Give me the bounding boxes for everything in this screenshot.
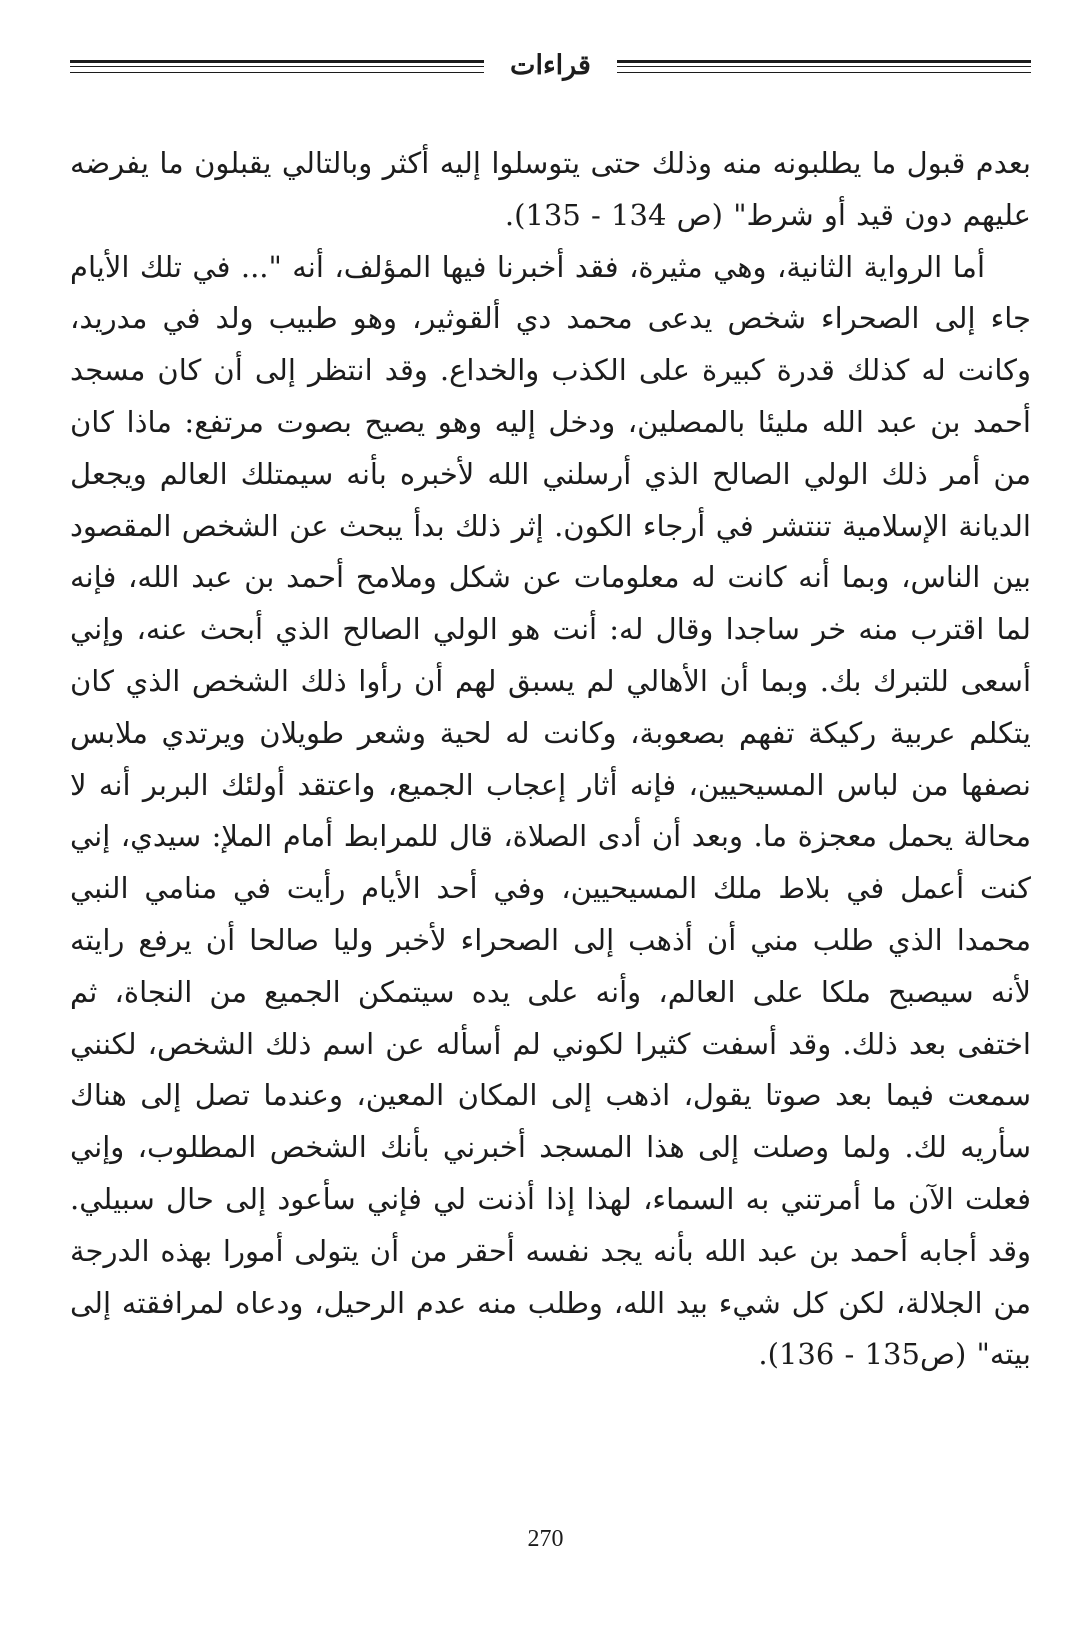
header-rule-right — [617, 60, 1031, 73]
running-header — [70, 46, 1031, 86]
paragraph-1-page-reference: (ص 134 - 135). — [504, 197, 723, 232]
paragraph-1 — [70, 138, 1031, 242]
paragraph-2 — [70, 242, 1031, 1382]
paragraph-2-page-reference: (ص135 - 136). — [758, 1337, 967, 1372]
paragraph-2-text: أما الرواية الثانية، وهي مثيرة، فقد أخبرنا فيها المؤلف، أنه "... في تلك الأيام جاء إلى الصحراء شخص يدعى محمد دي ألقوثير، وهو طبيب ولد في مدريد، وكانت له كذلك قدرة كبيرة على الكذب والخداع. وقد انتظر إلى أن كان مسجد أحمد بن عبد الله مليئا بالمصلين، ودخل إليه وهو يصيح بصوت مرتفع: ماذا كان من أمر ذلك الولي الصالح الذي أرسلني الله لأخبره بأنه سيمتلك العالم ويجعل الديانة الإسلامية تنتشر في أرجاء الكون. إثر ذلك بدأ يبحث عن الشخص المقصود بين الناس، وبما أنه كانت له معلومات عن شكل وملامح أحمد بن عبد الله، فإنه لما اقترب منه خر ساجدا وقال له: أنت هو الولي الصالح الذي أبحث عنه، وإني أسعى للتبرك بك. وبما أن الأهالي لم يسبق لهم أن رأوا ذلك الشخص الذي كان يتكلم عربية ركيكة تفهم بصعوبة، وكانت له لحية وشعر طويلان ويرتدي ملابس نصفها من لباس المسيحيين، فإنه أثار إعجاب الجميع، واعتقد أولئك البربر أنه لا محالة يحمل معجزة ما. وبعد أن أدى الصلاة، قال للمرابط أمام الملإ: سيدي، إني كنت أعمل في بلاط ملك المسيحيين، وفي أحد الأيام رأيت في منامي النبي محمدا الذي طلب مني أن أذهب إلى الصحراء لأخبر وليا صالحا أن يرفع رايته لأنه سيصبح ملكا على العالم، وأنه على يده سيتمكن الجميع من النجاة، ثم اختفى بعد ذلك. وقد أسفت كثيرا لكوني لم أسأله عن اسم ذلك الشخص، لكنني سمعت فيما بعد صوتا يقول، اذهب إلى المكان المعين، وعندما تصل إلى هناك سأريه لك. ولما وصلت إلى هذا المسجد أخبرني بأنك الشخص المطلوب، وإني فعلت الآن ما أمرتني به السماء، لهذا إذا أذنت لي فإني سأعود إلى حال سبيلي. وقد أجابه أحمد بن عبد الله بأنه يجد نفسه أحقر من أن يتولى أمورا بهذه الدرجة من الجلالة، لكن كل شيء بيد الله، وطلب منه عدم الرحيل، ودعاه لمرافقته إلى بيته" — [70, 249, 1031, 1372]
body-text — [70, 138, 1031, 1381]
header-title: قراءات — [510, 50, 591, 81]
paragraph-1-text: بعدم قبول ما يطلبونه منه وذلك حتى يتوسلوا إليه أكثر وبالتالي يقبلون ما يفرضه عليهم دون قيد أو شرط" — [70, 146, 1031, 232]
page-number: 270 — [527, 1526, 564, 1552]
header-rule-left — [70, 60, 484, 73]
